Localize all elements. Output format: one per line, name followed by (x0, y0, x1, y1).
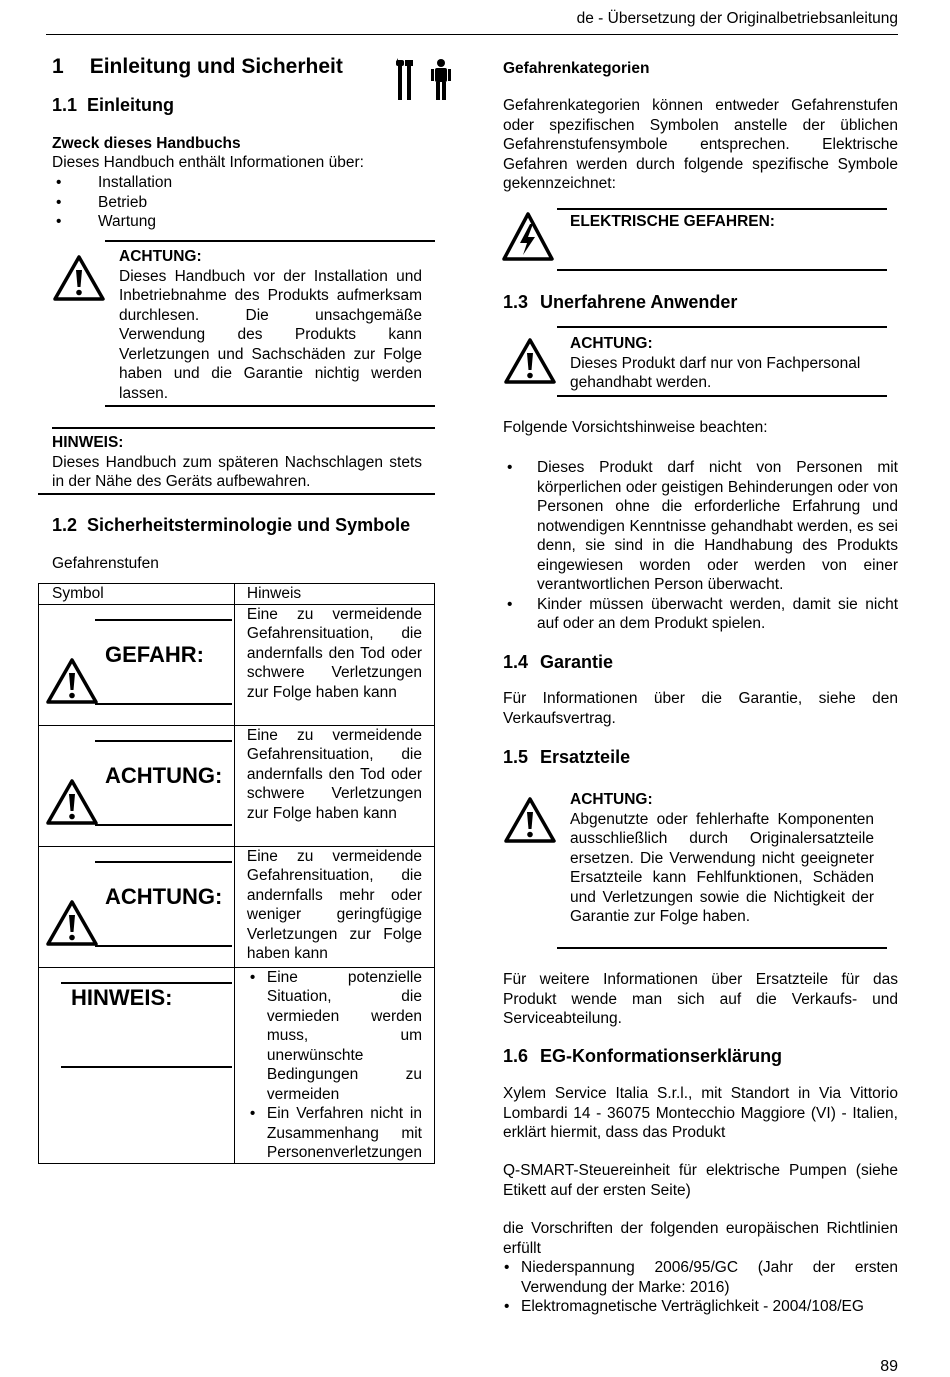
signal-rule-bottom (95, 945, 232, 947)
note-text: Dieses Handbuch zum späteren Nachschlagen stets in der Nähe des Geräts aufbewahren. (52, 453, 422, 490)
col-symbol-header: Symbol (39, 584, 235, 605)
signal-rule-top (95, 619, 232, 621)
electrical-rule-top (557, 208, 887, 210)
section-1-4-title: Garantie (540, 652, 614, 672)
signal-rule-bottom (95, 824, 232, 826)
signal-rule-bottom (61, 1066, 232, 1068)
signal-rule-bottom (95, 703, 232, 705)
signal-rule-top (61, 982, 232, 984)
section-1-4-heading (503, 653, 613, 673)
warning-triangle-icon (503, 337, 557, 385)
purpose-intro: Dieses Handbuch enthält Informationen über: (52, 154, 364, 171)
list-item: • Eine potenzielle Situation, die vermieden werden muss, um unerwünschte Bedingungen zu vermeiden (249, 968, 422, 1105)
section-1-title: Einleitung und Sicherheit (89, 55, 343, 78)
caution-1 (119, 247, 422, 403)
caution-text: Dieses Produkt darf nur von Fachpersonal gehandhabt werden. (570, 354, 861, 391)
section-1-4-number: 1.4 (503, 652, 529, 672)
signal-word-notice: HINWEIS: (71, 984, 173, 1010)
list-item: • Ein Verfahren nicht in Zusammenhang mit Personenverletzungen (249, 1104, 422, 1163)
categories-text: Gefahrenkategorien können entweder Gefahrenstufen oder spezifischen Symbolen anstelle der üblichen Gefahrenstufensymbole entsprechen. Elektrische Gefahren werden durch folgende spezifische Symbole gekennzeichnet: (503, 97, 898, 192)
table-header-row (39, 584, 435, 605)
electrical-hazard-icon (501, 211, 555, 263)
caution-rule-bottom (105, 405, 435, 407)
warranty-text: Für Informationen über die Garantie, siehe den Verkaufsvertrag. (503, 690, 898, 727)
warning-triangle-icon (503, 796, 557, 844)
precautions-list (503, 458, 898, 634)
caution-label: ACHTUNG: (119, 248, 202, 265)
caution-text: Dieses Handbuch vor der Installation und Inbetriebnahme des Produkts aufmerksam durchlesen. Die unsachgemäße Verwendung des Produkts kann Verletzungen und Sachschäden zur Folge haben und die Garantie nichtig werden lassen. (119, 267, 422, 402)
note-rule-bottom (38, 493, 435, 495)
caution-rule-top (557, 326, 887, 328)
table-row (39, 846, 435, 967)
section-1-1-number: 1.1 (52, 95, 78, 115)
section-1-2-title: Sicherheitsterminologie und Symbole (87, 515, 411, 535)
warning-triangle-icon (45, 657, 99, 705)
electrical-rule-bottom (557, 269, 887, 271)
warning-triangle-icon (45, 778, 99, 826)
caution-label: ACHTUNG: (570, 791, 653, 808)
list-item: • Elektromagnetische Verträglichkeit - 2004/108/EG (503, 1297, 898, 1317)
categories-heading: Gefahrenkategorien (503, 60, 650, 77)
section-1-6-heading (503, 1047, 782, 1067)
caution-rule-bottom (557, 947, 887, 949)
precautions-intro: Folgende Vorsichtshinweise beachten: (503, 419, 768, 436)
section-1-3-number: 1.3 (503, 292, 529, 312)
table-row (39, 725, 435, 846)
section-1-heading (52, 57, 343, 77)
purpose-list (52, 173, 432, 232)
section-1-6-number: 1.6 (503, 1046, 529, 1066)
signal-rule-top (95, 740, 232, 742)
list-item: • Installation (52, 173, 432, 193)
electrical-label: ELEKTRISCHE GEFAHREN: (570, 213, 775, 230)
section-1-3-title: Unerfahrene Anwender (540, 292, 738, 312)
signal-rule-top (95, 861, 232, 863)
section-1-2-number: 1.2 (52, 515, 78, 535)
notice-bullets (249, 968, 422, 1163)
header-rule (46, 34, 898, 35)
caution-2 (570, 334, 875, 393)
hazard-levels-table (38, 583, 435, 1164)
symbol-cell (39, 604, 235, 725)
section-1-1-heading (52, 96, 174, 116)
note-rule-top (52, 427, 435, 429)
caution-text: Abgenutzte oder fehlerhafte Komponenten ausschließlich durch Originalersatzteile ersetzen. Die Verwendung nicht geeigneter Ersatzteile kann Fehlfunktionen, Schäden und Verletzungen sowie die Nichtigkeit der Garantie zur Folge haben. (570, 810, 874, 925)
section-1-5-number: 1.5 (503, 747, 529, 767)
section-1-2-heading (52, 516, 410, 536)
caution-3 (570, 790, 874, 927)
row-text: Eine zu vermeidende Gefahrensituation, die andernfalls den Tod oder schwere Verletzungen zur Folge haben kann (234, 604, 434, 725)
table-row (39, 604, 435, 725)
list-item: • Betrieb (52, 193, 432, 213)
warning-triangle-icon (45, 899, 99, 947)
table-row (39, 967, 435, 1163)
symbol-cell (39, 725, 235, 846)
list-item: • Kinder müssen überwacht werden, damit sie nicht auf oder an dem Produkt spielen. (503, 595, 898, 634)
col-note-header: Hinweis (234, 584, 434, 605)
caution-rule-top (105, 240, 435, 242)
tools-person-icon (396, 58, 454, 102)
row-text: Eine zu vermeidende Gefahrensituation, die andernfalls den Tod oder schwere Verletzungen zur Folge haben kann (234, 725, 434, 846)
declaration-paragraph-3: die Vorschriften der folgenden europäischen Richtlinien erfüllt (503, 1220, 898, 1257)
page-number: 89 (880, 1358, 898, 1375)
signal-word-caution: ACHTUNG: (105, 883, 223, 909)
warning-triangle-icon (52, 254, 106, 302)
section-1-6-title: EG-Konformationserklärung (540, 1046, 783, 1066)
signal-word-danger: GEFAHR: (105, 641, 204, 667)
declaration-paragraph-1: Xylem Service Italia S.r.l., mit Standort in Via Vittorio Lombardi 14 - 36075 Montecchio Maggiore (VI) - Italien, erklärt hiermit, dass das Produkt (503, 1085, 898, 1141)
symbol-cell (39, 846, 235, 967)
section-1-number: 1 (52, 55, 64, 78)
caution-rule-bottom (557, 395, 887, 397)
row-text (234, 967, 434, 1163)
list-item: • Dieses Produkt darf nicht von Personen mit körperlichen oder geistigen Behinderungen oder von Personen ohne die erforderliche Erfahrung und notwendigen Kenntnisse gehandhabt werden, es sei denn, sie sind in die Handhabung des Produkts eingewiesen worden oder werden von einer verantwortlichen Person überwacht. (503, 458, 898, 595)
section-1-5-title: Ersatzteile (540, 747, 631, 767)
section-1-5-heading (503, 748, 630, 768)
section-1-1-title: Einleitung (87, 95, 175, 115)
document-header: de - Übersetzung der Originalbetriebsanleitung (576, 10, 898, 27)
row-text: Eine zu vermeidende Gefahrensituation, die andernfalls mehr oder weniger geringfügige Verletzungen zur Folge haben kann (234, 846, 434, 967)
section-1-3-heading (503, 293, 737, 313)
purpose-heading: Zweck dieses Handbuchs (52, 135, 241, 152)
spares-text: Für weitere Informationen über Ersatzteile für das Produkt wende man sich auf die Verkaufs- und Serviceabteilung. (503, 971, 898, 1027)
list-item: • Niederspannung 2006/95/GC (Jahr der ersten Verwendung der Marke: 2016) (503, 1258, 898, 1297)
note-label: HINWEIS: (52, 434, 124, 451)
declaration-paragraph-2: Q-SMART-Steuereinheit für elektrische Pumpen (siehe Etikett auf der ersten Seite) (503, 1162, 898, 1199)
list-item: • Wartung (52, 212, 432, 232)
symbol-cell (39, 967, 235, 1163)
levels-label: Gefahrenstufen (52, 555, 159, 572)
note-1 (52, 433, 422, 492)
directives-list (503, 1258, 898, 1317)
signal-word-warning: ACHTUNG: (105, 762, 223, 788)
caution-label: ACHTUNG: (570, 335, 653, 352)
